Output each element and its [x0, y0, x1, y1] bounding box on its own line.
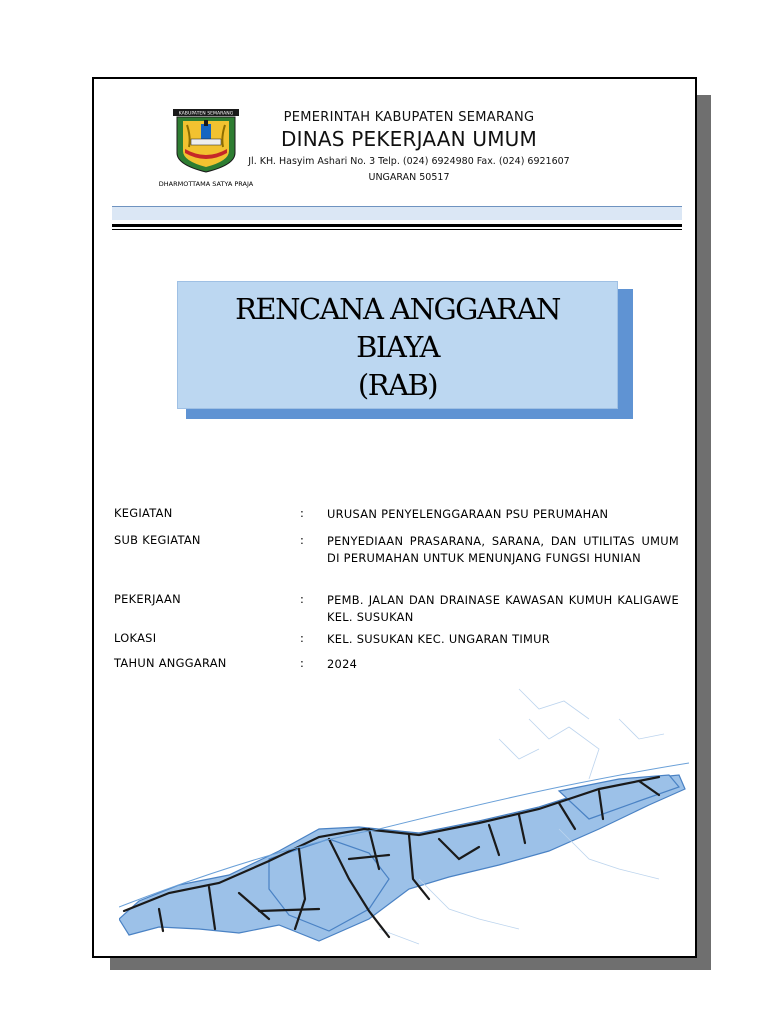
header-divider-band: [112, 206, 682, 220]
office-city: UNGARAN 50517: [368, 172, 450, 183]
document-title: [177, 281, 618, 409]
area-map-illustration: [119, 679, 689, 949]
info-colon: :: [300, 592, 305, 606]
info-label: KEGIATAN: [114, 506, 173, 520]
info-label: PEKERJAAN: [114, 592, 181, 606]
info-row-sub-kegiatan: [114, 533, 679, 592]
info-value: URUSAN PENYELENGGARAAN PSU PERUMAHAN: [327, 507, 609, 521]
info-label: SUB KEGIATAN: [114, 533, 201, 547]
info-value: KEL. SUSUKAN KEC. UNGARAN TIMUR: [327, 632, 551, 646]
project-info: [114, 506, 679, 680]
info-colon: :: [300, 506, 305, 520]
info-row-tahun-anggaran: [114, 656, 679, 680]
info-label: LOKASI: [114, 631, 157, 645]
title-line-3: (RAB): [357, 368, 438, 402]
cover-page: [92, 77, 697, 958]
department-name: DINAS PEKERJAAN UMUM: [281, 127, 537, 151]
info-row-lokasi: [114, 631, 679, 656]
header-rule-thin: [112, 229, 682, 230]
title-line-2: BIAYA: [356, 330, 439, 364]
info-label: TAHUN ANGGARAN: [114, 656, 227, 670]
letterhead: [244, 110, 574, 183]
info-value: PENYEDIAAN PRASARANA, SARANA, DAN UTILITAS UMUM DI PERUMAHAN UNTUK MENUNJANG FUNGSI HUNIAN: [327, 534, 679, 565]
title-line-1: RENCANA ANGGARAN: [235, 292, 560, 326]
info-row-pekerjaan: [114, 592, 679, 631]
kabupaten-semarang-logo: [171, 109, 241, 173]
header-rule-thick: [112, 224, 682, 227]
office-address: Jl. KH. Hasyim Ashari No. 3 Telp. (024) 6924980 Fax. (024) 6921607: [248, 156, 570, 167]
info-colon: :: [300, 533, 305, 547]
info-row-kegiatan: [114, 506, 679, 533]
info-value: PEMB. JALAN DAN DRAINASE KAWASAN KUMUH KALIGAWE KEL. SUSUKAN: [327, 593, 679, 624]
info-colon: :: [300, 656, 305, 670]
logo-motto: DHARMOTTAMA SATYA PRAJA: [158, 180, 254, 188]
government-name: PEMERINTAH KABUPATEN SEMARANG: [283, 110, 535, 125]
info-colon: :: [300, 631, 305, 645]
logo-banner: KABUPATEN SEMARANG: [178, 111, 234, 117]
info-value: 2024: [327, 657, 358, 671]
